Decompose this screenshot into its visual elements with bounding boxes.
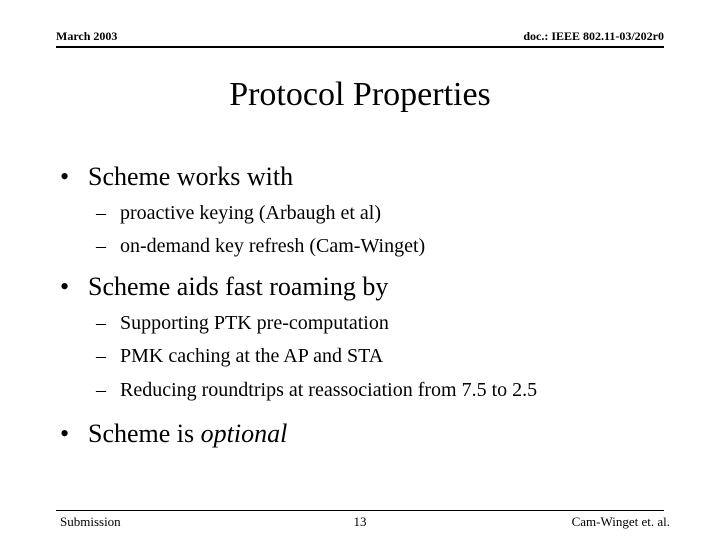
- dash-glyph: –: [96, 345, 106, 367]
- slide-title: Protocol Properties: [229, 76, 491, 113]
- bullet-glyph: •: [60, 272, 70, 301]
- footer-page-number: 13: [353, 514, 367, 529]
- footer-submission: Submission: [60, 514, 121, 529]
- sub-item-text: on-demand key refresh (Cam-Winget): [120, 235, 426, 257]
- sub-item: [96, 235, 425, 258]
- header-rule: [56, 46, 664, 48]
- sub-item: [96, 312, 389, 335]
- bullet-text: Scheme is: [88, 419, 201, 448]
- footer-author: Cam-Winget et. al.: [571, 514, 670, 529]
- sub-item: [96, 379, 537, 402]
- sub-item-text: proactive keying (Arbaugh et al): [120, 202, 382, 224]
- bullet-emphasis: optional: [200, 419, 288, 448]
- bullet-item: [60, 162, 293, 192]
- header-date: March 2003: [56, 29, 118, 43]
- bullet-item: [60, 419, 287, 449]
- header-doc-id: doc.: IEEE 802.11-03/202r0: [523, 29, 664, 43]
- dash-glyph: –: [96, 202, 106, 224]
- sub-item-text: Reducing roundtrips at reassociation from 7.5 to 2.5: [120, 379, 538, 401]
- bullet-item: [60, 272, 388, 302]
- bullet-text: Scheme aids fast roaming by: [88, 272, 389, 301]
- bullet-glyph: •: [60, 419, 70, 448]
- dash-glyph: –: [96, 379, 106, 401]
- bullet-glyph: •: [60, 162, 70, 191]
- sub-item: [96, 345, 383, 368]
- dash-glyph: –: [96, 235, 106, 257]
- footer-rule: [56, 510, 664, 511]
- sub-item-text: PMK caching at the AP and STA: [120, 345, 384, 367]
- sub-item-text: Supporting PTK pre-computation: [120, 312, 389, 334]
- dash-glyph: –: [96, 312, 106, 334]
- sub-item: [96, 202, 381, 225]
- bullet-text: Scheme works with: [88, 162, 294, 191]
